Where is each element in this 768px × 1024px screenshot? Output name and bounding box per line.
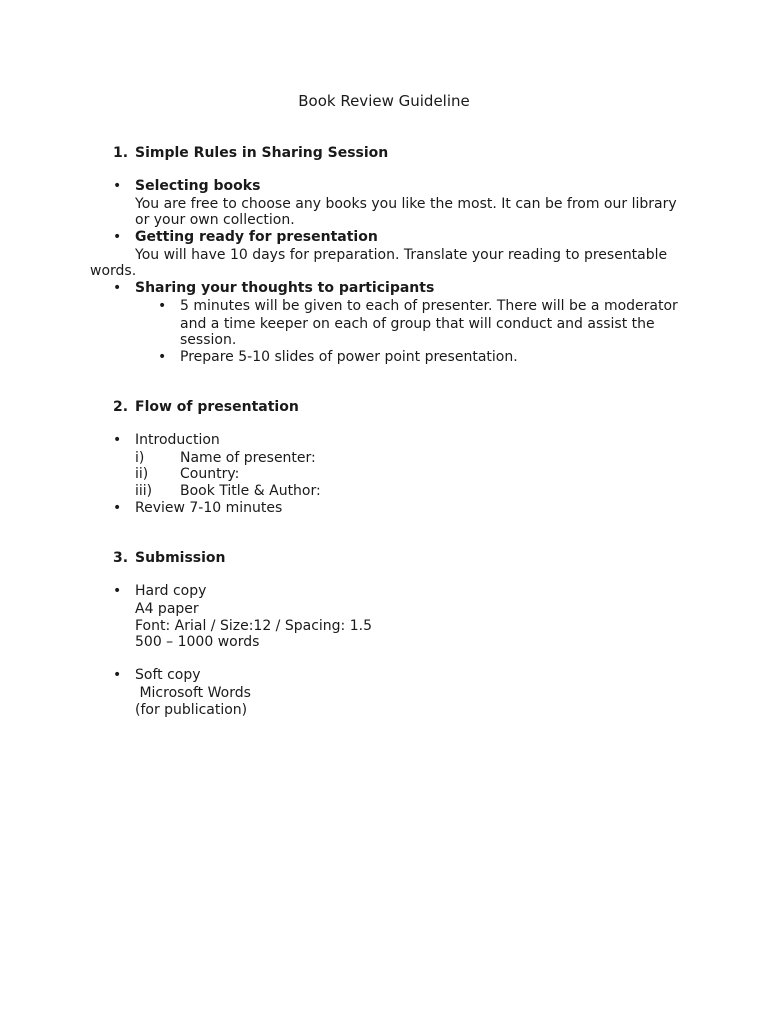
- bullet-icon: •: [113, 667, 122, 683]
- document-title: Book Review Guideline: [298, 92, 470, 110]
- review-duration: Review 7-10 minutes: [135, 500, 283, 516]
- bullet-icon: •: [113, 432, 122, 448]
- step-number: i): [135, 450, 145, 466]
- bullet-icon: •: [113, 500, 122, 516]
- bullet-icon: •: [158, 349, 167, 365]
- hard-copy-label: Hard copy: [135, 583, 207, 599]
- item-selecting-books-line: or your own collection.: [135, 212, 295, 228]
- bullet-icon: •: [158, 298, 167, 314]
- subitem-five-minutes-line: 5 minutes will be given to each of presenter. There will be a moderator: [180, 298, 678, 314]
- introduction-label: Introduction: [135, 432, 220, 448]
- item-getting-ready-line: words.: [90, 263, 137, 279]
- section-2-heading: Flow of presentation: [135, 399, 299, 415]
- item-getting-ready-line: You will have 10 days for preparation. Translate your reading to presentable: [135, 247, 668, 263]
- hard-copy-line: A4 paper: [135, 601, 199, 617]
- soft-copy-label: Soft copy: [135, 667, 201, 683]
- section-1-heading: Simple Rules in Sharing Session: [135, 145, 389, 161]
- step-text: Name of presenter:: [180, 450, 316, 466]
- item-sharing-thoughts-heading: Sharing your thoughts to participants: [135, 280, 435, 296]
- step-number: iii): [135, 483, 153, 499]
- step-text: Book Title & Author:: [180, 483, 321, 499]
- bullet-icon: •: [113, 229, 122, 245]
- subitem-five-minutes-line: session.: [180, 332, 237, 348]
- soft-copy-line: Microsoft Words: [135, 685, 251, 701]
- bullet-icon: •: [113, 583, 122, 599]
- item-selecting-books-heading: Selecting books: [135, 178, 261, 194]
- subitem-slides-line: Prepare 5-10 slides of power point presentation.: [180, 349, 518, 365]
- step-text: Country:: [180, 466, 240, 482]
- item-getting-ready-heading: Getting ready for presentation: [135, 229, 378, 245]
- hard-copy-line: 500 – 1000 words: [135, 634, 260, 650]
- item-selecting-books-line: You are free to choose any books you like the most. It can be from our library: [135, 196, 677, 212]
- subitem-five-minutes-line: and a time keeper on each of group that will conduct and assist the: [180, 316, 655, 332]
- section-3-number: 3.: [113, 550, 129, 566]
- bullet-icon: •: [113, 280, 122, 296]
- section-1-number: 1.: [113, 145, 129, 161]
- hard-copy-line: Font: Arial / Size:12 / Spacing: 1.5: [135, 618, 372, 634]
- step-number: ii): [135, 466, 149, 482]
- bullet-icon: •: [113, 178, 122, 194]
- soft-copy-line: (for publication): [135, 702, 248, 718]
- section-3-heading: Submission: [135, 550, 226, 566]
- section-2-number: 2.: [113, 399, 129, 415]
